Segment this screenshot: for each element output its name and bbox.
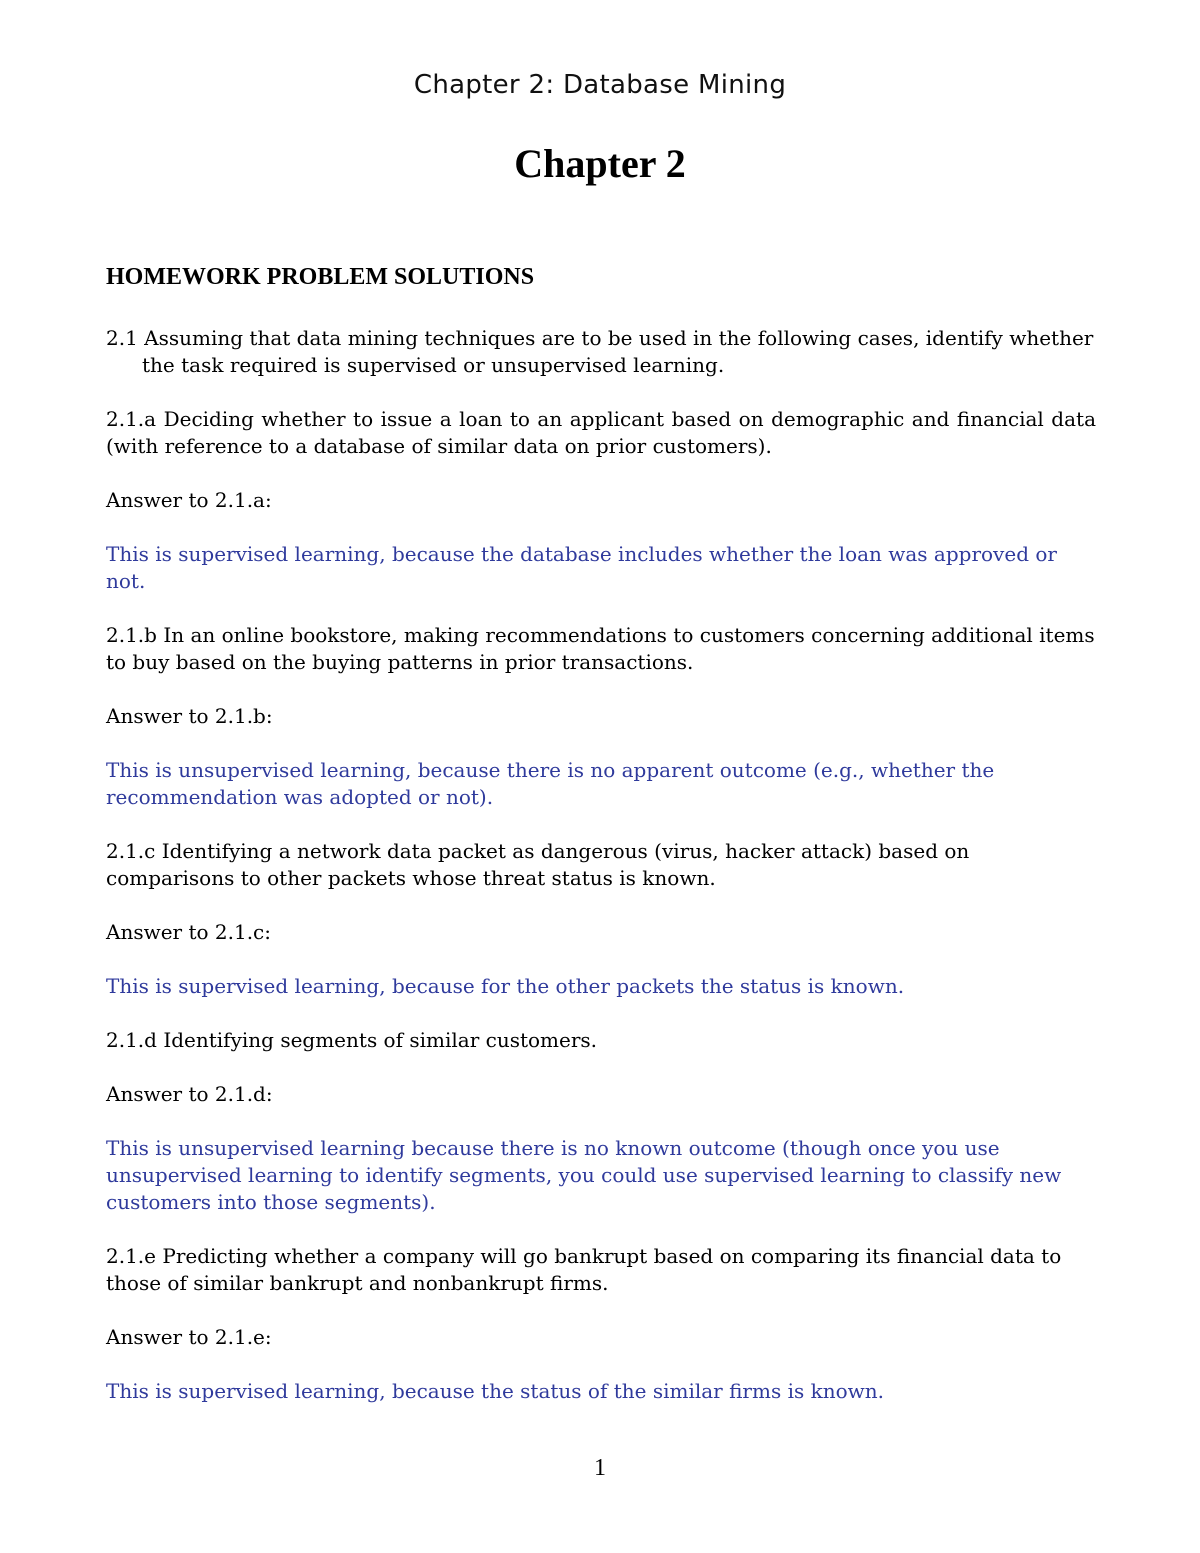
running-header: Chapter 2: Database Mining	[413, 70, 787, 100]
answer-label-2-1-b: Answer to 2.1.b:	[106, 704, 273, 728]
answer-2-1-a: This is supervised learning, because the database includes whether the loan was approved or not.	[106, 542, 1057, 593]
answer-label-2-1-e: Answer to 2.1.e:	[106, 1325, 272, 1349]
answer-2-1-d: This is unsupervised learning because there is no known outcome (though once you use unsupervised learning to identify segments, you could use supervised learning to classify new customers into those segments).	[106, 1136, 1062, 1214]
answer-2-1-c: This is supervised learning, because for the other packets the status is known.	[106, 974, 905, 998]
answer-label-2-1-d: Answer to 2.1.d:	[106, 1082, 273, 1106]
problem-intro: 2.1 Assuming that data mining techniques are to be used in the following cases, identify whether the task required is supervised or unsupervised learning.	[106, 326, 1094, 377]
question-2-1-b: 2.1.b In an online bookstore, making recommendations to customers concerning additional items to buy based on the buying patterns in prior transactions.	[106, 623, 1095, 674]
page-number: 1	[594, 1455, 606, 1481]
answer-2-1-e: This is supervised learning, because the status of the similar firms is known.	[106, 1379, 884, 1403]
section-heading: HOMEWORK PROBLEM SOLUTIONS	[106, 264, 535, 290]
answer-2-1-b: This is unsupervised learning, because there is no apparent outcome (e.g., whether the recommendation was adopted or not).	[106, 758, 995, 809]
question-2-1-c: 2.1.c Identifying a network data packet as dangerous (virus, hacker attack) based on comparisons to other packets whose threat status is known.	[106, 839, 970, 890]
document-body	[106, 325, 1096, 1432]
answer-label-2-1-c: Answer to 2.1.c:	[106, 920, 271, 944]
question-2-1-e: 2.1.e Predicting whether a company will go bankrupt based on comparing its financial data to those of similar bankrupt and nonbankrupt firms.	[106, 1244, 1062, 1295]
question-2-1-d: 2.1.d Identifying segments of similar customers.	[106, 1028, 598, 1052]
chapter-title: Chapter 2	[514, 141, 686, 186]
question-2-1-a: 2.1.a Deciding whether to issue a loan to an applicant based on demographic and financial data (with reference to a database of similar data on prior customers).	[106, 407, 1096, 458]
answer-label-2-1-a: Answer to 2.1.a:	[106, 488, 272, 512]
